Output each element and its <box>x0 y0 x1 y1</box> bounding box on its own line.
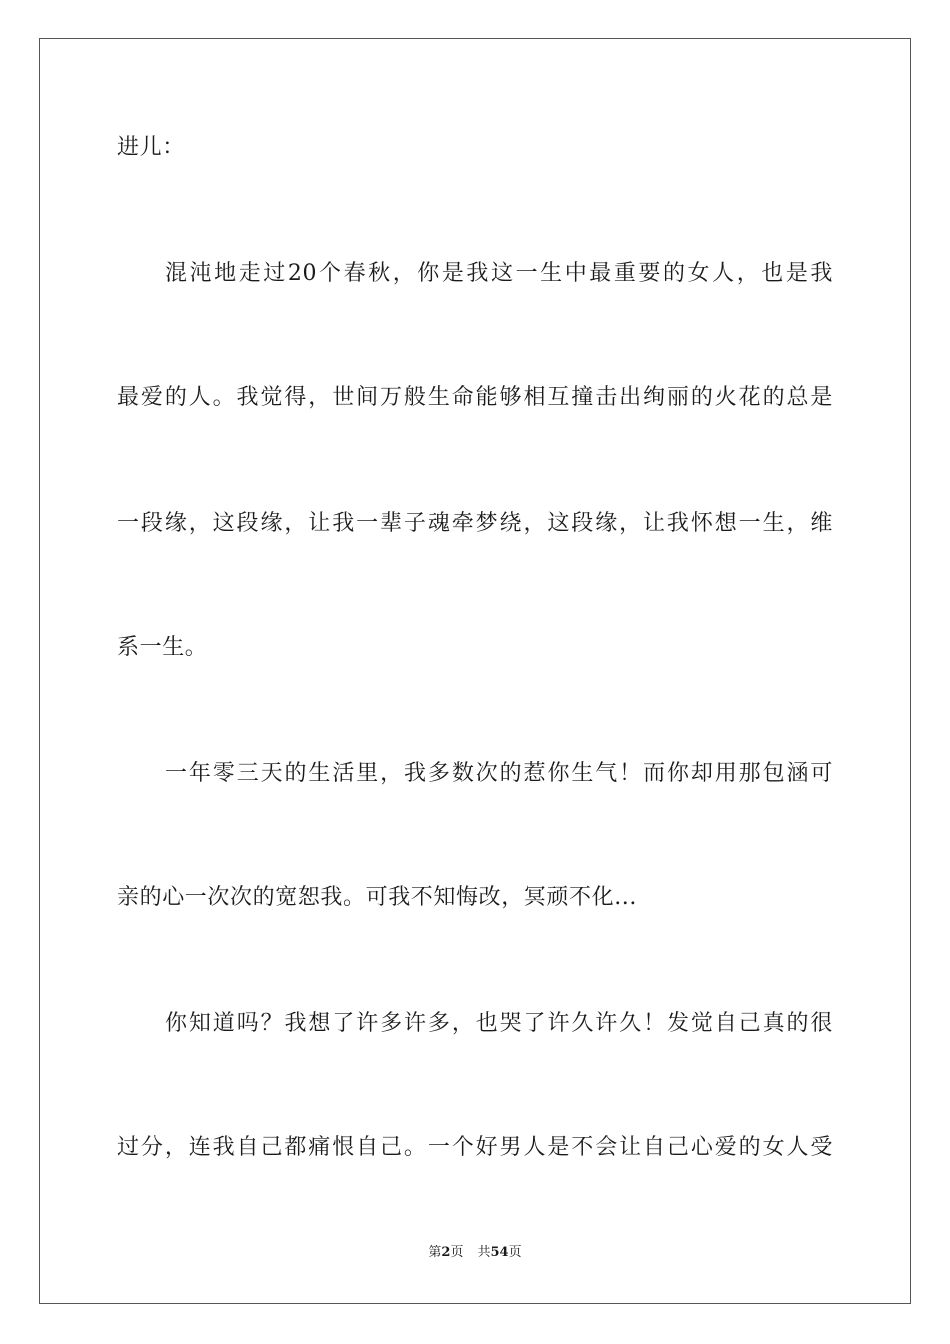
paragraph-1-line-4: 系一生。 <box>117 635 208 660</box>
paragraph-2-line-1: 一年零三天的生活里，我多数次的惹你生气！而你却用那包涵可 <box>165 761 833 786</box>
paragraph-1-line-1: 混沌地走过20个春秋，你是我这一生中最重要的女人，也是我 <box>165 261 833 286</box>
paragraph-2-line-2: 亲的心一次次的宽恕我。可我不知悔改，冥顽不化... <box>117 885 637 910</box>
paragraph-1-line-2: 最爱的人。我觉得，世间万般生命能够相互撞击出绚丽的火花的总是 <box>117 385 833 410</box>
paragraph-1-line-3: 一段缘，这段缘，让我一辈子魂牵梦绕，这段缘，让我怀想一生，维 <box>117 511 833 536</box>
salutation-line: 进儿： <box>117 135 185 160</box>
total-prefix: 共 <box>477 1245 491 1260</box>
paragraph-3-line-1: 你知道吗？我想了许多许多，也哭了许久许久！发觉自己真的很 <box>165 1011 833 1036</box>
page-prefix: 第 <box>428 1245 442 1260</box>
total-pages-number: 54 <box>490 1245 509 1260</box>
total-suffix: 页 <box>508 1245 522 1260</box>
page-footer <box>0 1244 950 1262</box>
current-page-number: 2 <box>441 1245 451 1260</box>
page-border <box>39 38 911 1304</box>
page-suffix: 页 <box>450 1245 464 1260</box>
paragraph-3-line-2: 过分，连我自己都痛恨自己。一个好男人是不会让自己心爱的女人受 <box>117 1135 833 1160</box>
